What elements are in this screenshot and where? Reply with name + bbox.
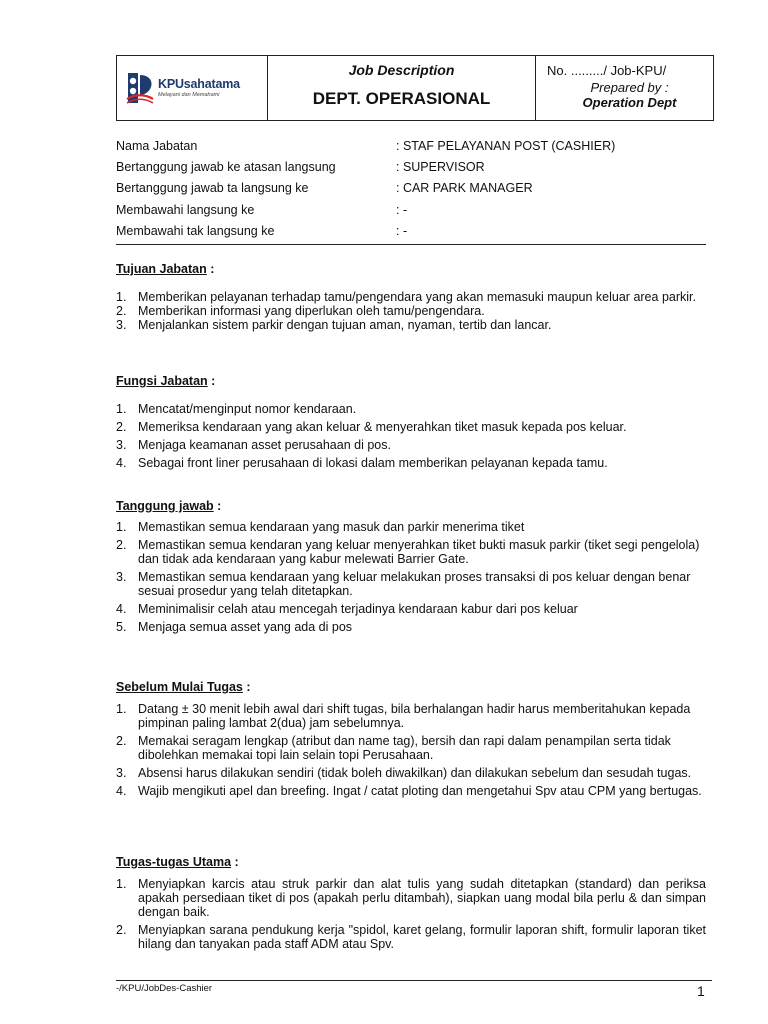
list-item: 1. Datang ± 30 menit lebih awal dari shift tugas, bila berhalangan hadir harus memberitahukan kepada pimpinan paling lambat 2(dua) jam sebelumnya. [116, 702, 691, 730]
list-item: 3. Absensi harus dilakukan sendiri (tidak boleh diwakilkan) dan dilakukan sebelum dan sesudah tugas. [116, 766, 692, 780]
list-tujuan-jabatan [116, 290, 706, 332]
position-info-table [116, 139, 714, 245]
divider [116, 244, 706, 245]
list-item: 4. Sebagai front liner perusahaan di lokasi dalam memberikan pelayanan kepada tamu. [116, 456, 608, 470]
info-label: Bertanggung jawab ke atasan langsung [116, 160, 336, 175]
list-item: 2. Memberikan informasi yang diperlukan oleh tamu/pengendara. [116, 304, 485, 318]
info-row [116, 181, 714, 202]
footer-divider [116, 980, 712, 981]
logo-name: KPUsahatama [158, 77, 240, 91]
prepared-by-value: Operation Dept [582, 95, 677, 110]
document-meta-cell [536, 56, 713, 120]
footer-reference: -/KPU/JobDes-Cashier [116, 983, 213, 994]
info-row [116, 139, 714, 160]
list-item: 5. Menjaga semua asset yang ada di pos [116, 620, 353, 634]
department-title: DEPT. OPERASIONAL [312, 89, 491, 108]
section-title-tugas-tugas-utama: Tugas-tugas Utama : [116, 855, 239, 869]
list-item: 2. Menyiapkan sarana pendukung kerja "spidol, karet gelang, formulir laporan shift, formulir laporan tiket hilang dan tanyakan pada staff ADM atau Spv. [116, 923, 706, 951]
title-cell [268, 56, 536, 120]
list-item: 2. Memeriksa kendaraan yang akan keluar & menyerahkan tiket masuk kepada pos keluar. [116, 420, 627, 434]
list-item: 3. Menjaga keamanan asset perusahaan di pos. [116, 438, 391, 452]
company-logo [117, 56, 268, 120]
section-title-fungsi-jabatan: Fungsi Jabatan : [116, 374, 216, 388]
list-item: 3. Memastikan semua kendaraan yang keluar melakukan proses transaksi di pos keluar dengan benar sesuai prosedur yang telah ditetapkan. [116, 570, 691, 598]
list-item: 1. Menyiapkan karcis atau struk parkir dan alat tulis yang sudah ditetapkan (standard) dan periksa apakah persediaan tiket di pos (apakah perlu ditambah), siapkan uang modal bila perlu & dan simpan dengan baik. [116, 877, 706, 919]
page-number: 1 [697, 983, 705, 999]
info-value: : - [396, 223, 408, 238]
section-title-tujuan-jabatan: Tujuan Jabatan : [116, 262, 215, 276]
list-item: 4. Meminimalisir celah atau mencegah terjadinya kendaraan kabur dari pos keluar [116, 602, 578, 616]
prepared-by-label: Prepared by : [590, 80, 669, 95]
job-description-label: Job Description [348, 62, 455, 78]
list-item: 3. Menjalankan sistem parkir dengan tujuan aman, nyaman, tertib dan lancar. [116, 318, 552, 332]
section-title-tanggung-jawab: Tanggung jawab : [116, 499, 222, 513]
info-value: : CAR PARK MANAGER [396, 181, 533, 196]
list-tanggung-jawab [116, 520, 706, 634]
document-number: No. ........./ Job-KPU/ [547, 63, 667, 78]
list-item: 1. Mencatat/menginput nomor kendaraan. [116, 402, 357, 416]
list-item: 2. Memakai seragam lengkap (atribut dan name tag), bersih dan rapi dalam penampilan serta tidak dibolehkan memakai topi lain selain topi Perusahaan. [116, 734, 671, 762]
list-item: 1. Memastikan semua kendaraan yang masuk dan parkir menerima tiket [116, 520, 525, 534]
info-label: Membawahi tak langsung ke [116, 223, 275, 238]
info-value: : SUPERVISOR [396, 160, 485, 175]
info-label: Nama Jabatan [116, 139, 198, 153]
info-label: Membawahi langsung ke [116, 202, 255, 217]
list-item: 2. Memastikan semua kendaran yang keluar menyerahkan tiket bukti masuk parkir (tiket segi pengelola) dan tidak ada kendaraan yang kabur melewati Barrier Gate. [116, 538, 700, 566]
logo-tagline: Melayani dan Memahami [158, 92, 220, 98]
list-item: 1. Memberikan pelayanan terhadap tamu/pengendara yang akan memasuki maupun keluar area parkir. [116, 290, 696, 304]
info-row [116, 160, 714, 181]
info-value: : - [396, 202, 408, 217]
document-header [116, 55, 714, 121]
info-label: Bertanggung jawab ta langsung ke [116, 181, 309, 196]
list-sebelum-mulai-tugas [116, 702, 706, 798]
list-tugas-tugas-utama [116, 877, 706, 951]
section-title-sebelum-mulai-tugas: Sebelum Mulai Tugas : [116, 680, 251, 694]
info-value: : STAF PELAYANAN POST (CASHIER) [396, 139, 616, 153]
list-fungsi-jabatan [116, 402, 706, 470]
info-row [116, 203, 714, 224]
kpu-logo-icon [125, 69, 155, 107]
list-item: 4. Wajib mengikuti apel dan breefing. Ingat / catat ploting dan mengetahui Spv atau CPM yang bertugas. [116, 784, 702, 798]
info-row [116, 224, 714, 245]
